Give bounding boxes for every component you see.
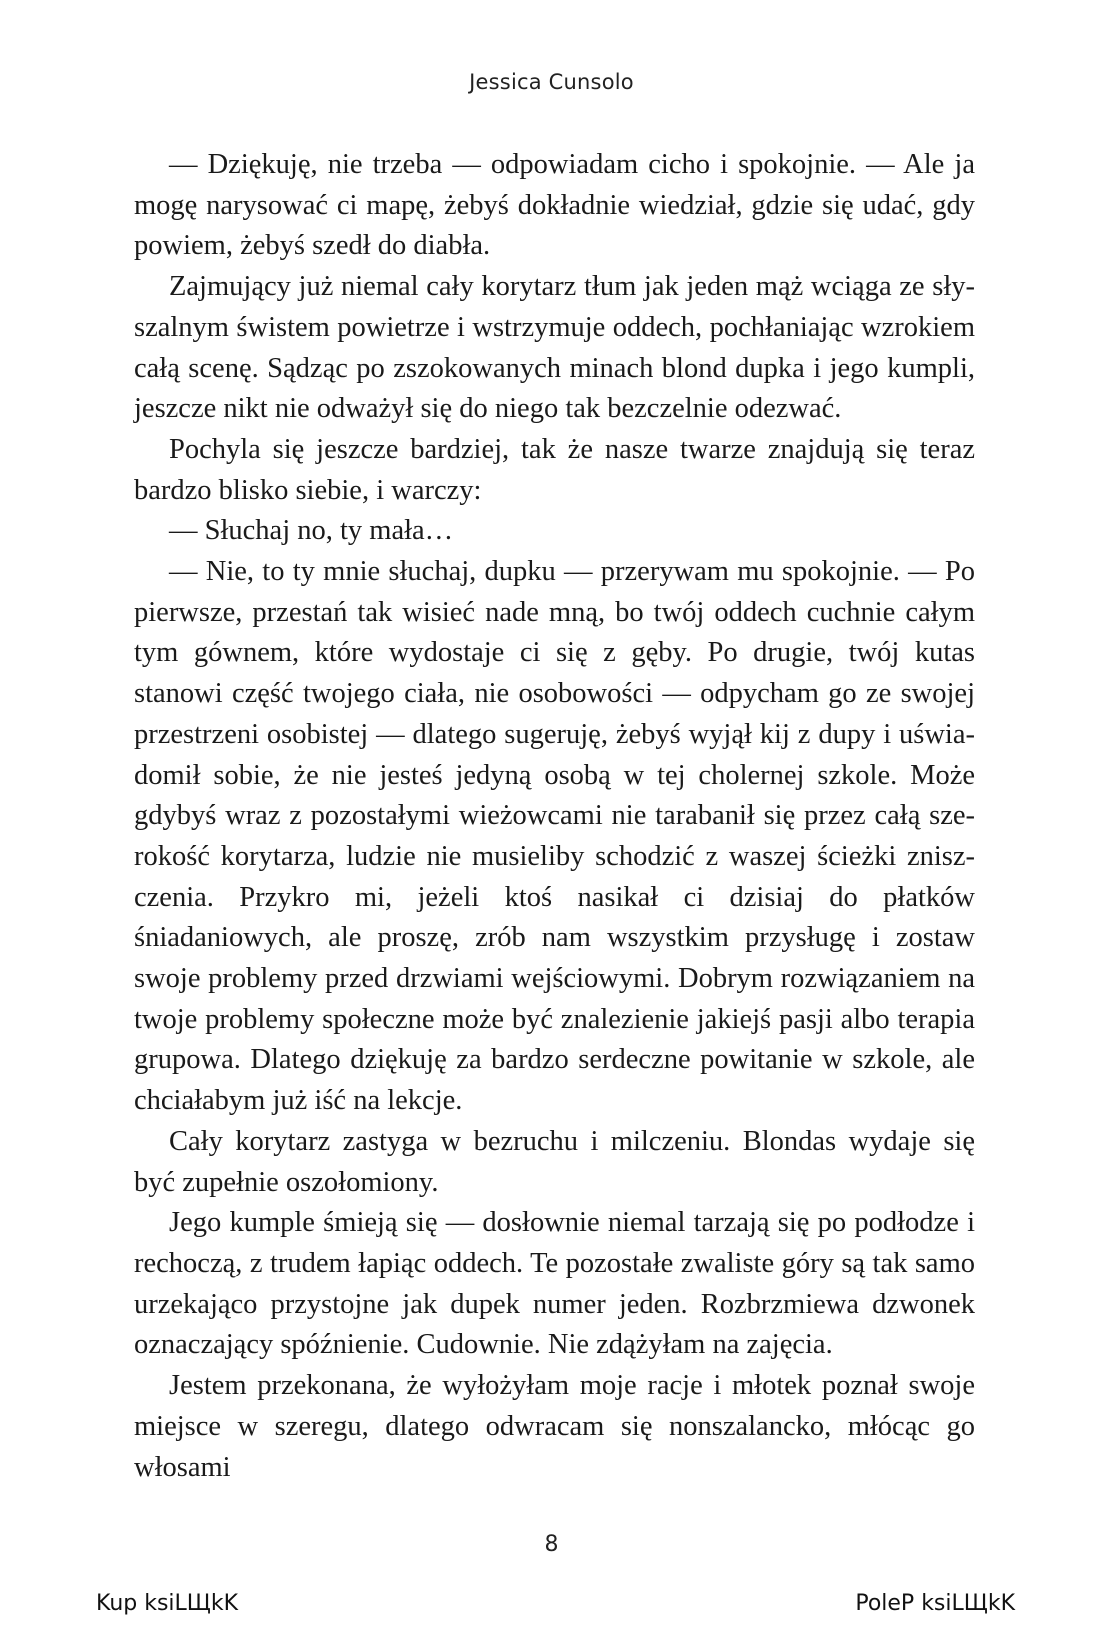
paragraph: — Dziękuję, nie trzeba — odpowiadam cicho i spokojnie. — Ale ja mogę narysować ci mapę, żebyś dokładnie wiedział, gdzie się udać, gdy powiem, żebyś szedł do diabła. [134, 149, 975, 262]
paragraph: Jestem przekonana, że wyłożyłam moje racje i młotek poznał swoje miejsce w szeregu, dlatego odwracam się nonszalancko, młócąc go włosami [134, 1370, 975, 1483]
buy-book-link[interactable]: Kup ksiLЩkK [96, 1591, 239, 1616]
paragraph: Cały korytarz zastyga w bezruchu i milczeniu. Blondas wydaje się być zupełnie oszołomiony. [134, 1125, 975, 1198]
paragraph: — Słuchaj no, ty mała… [169, 515, 454, 547]
paragraph: — Nie, to ty mnie słuchaj, dupku — przerywam mu spokojnie. — Po pierwsze, przestań tak wisieć nade mną, bo twój oddech cuchnie całym tym gównem, które wydostaje ci się z gęby. Po drugie, twój kutas stanowi część twojego ciała, nie osobowości — odpycham go ze swojej przestrzeni osobistej — dlatego sugeruję, żebyś wyjął kij z dupy i uświadomił sobie, że nie jesteś jedyną osobą w tej cholernej szkole. Może gdybyś wraz z pozostałymi wieżowcami nie tarabanił się przez całą szerokość korytarza, ludzie nie musieliby schodzić z waszej ścieżki zniszczenia. Przykro mi, jeżeli ktoś nasikał ci dzisiaj do płatków śniadaniowych, ale proszę, zrób nam wszystkim przysługę i zostaw swoje problemy przed drzwiami wejściowymi. Dobrym rozwiązaniem na twoje problemy społeczne może być znalezienie jakiejś pasji albo terapia grupowa. Dlatego dziękuję za bardzo serdeczne powitanie w szkole, ale chciałabym już iść na lekcje. [134, 556, 975, 1117]
paragraph: Zajmujący już niemal cały korytarz tłum jak jeden mąż wciąga ze słyszalnym świstem powietrze i wstrzymuje oddech, pochłaniając wzrokiem całą scenę. Sądząc po zszokowanych minach blond dupka i jego kumpli, jeszcze nikt nie odważył się do niego tak bezczelnie odezwać. [134, 271, 975, 425]
paragraph: Jego kumple śmieją się — dosłownie niemal tarzają się po podłodze i rechoczą, z trudem łapiąc oddech. Te pozostałe zwaliste góry są tak samo urzekająco przystojne jak dupek numer jeden. Rozbrzmiewa dzwonek oznaczający spóźnienie. Cudownie. Nie zdążyłam na zajęcia. [134, 1207, 975, 1361]
recommend-book-link[interactable]: PoleP ksiLЩkK [855, 1591, 1015, 1616]
page-body-text [134, 145, 975, 1488]
page-number: 8 [544, 1532, 559, 1557]
paragraph: Pochyla się jeszcze bardziej, tak że nasze twarze znajdują się teraz bardzo blisko siebie, i warczy: [134, 433, 975, 506]
running-header-author: Jessica Cunsolo [469, 70, 634, 94]
